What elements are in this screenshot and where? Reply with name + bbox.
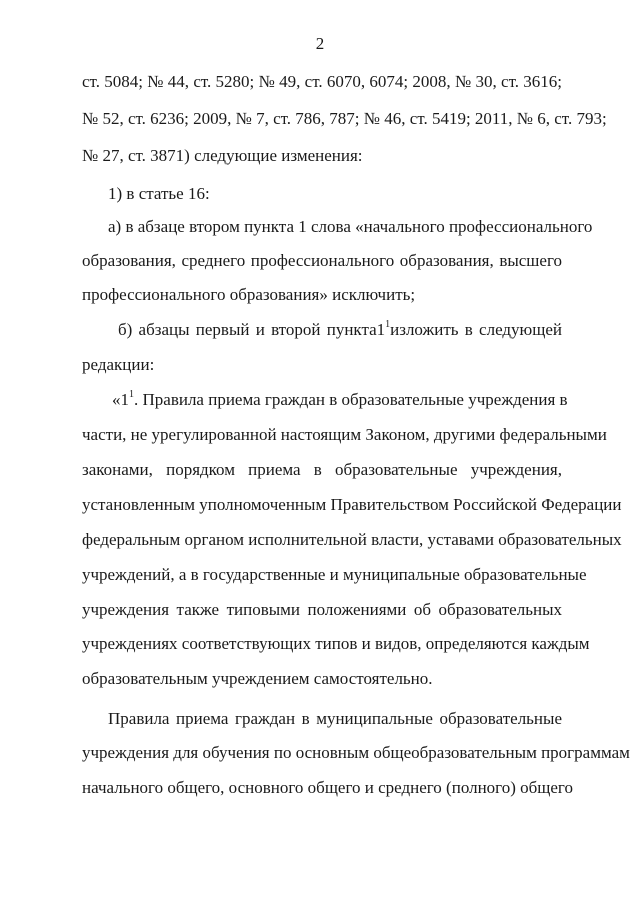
text-line bbox=[118, 320, 562, 343]
text-line: образования, среднего профессионального образования, высшего bbox=[82, 251, 562, 270]
text-line: образовательным учреждением самостоятельно. bbox=[82, 669, 433, 688]
text-line: а) в абзаце втором пункта 1 слова «начального профессионального bbox=[108, 217, 593, 236]
text-line: части, не урегулированной настоящим Законом, другими федеральными bbox=[82, 425, 607, 444]
text-line: начального общего, основного общего и среднего (полного) общего bbox=[82, 778, 573, 797]
text-segment: изложить в следующей bbox=[390, 320, 562, 339]
text-line: законами, порядком приема в образовательные учреждения, bbox=[82, 460, 562, 479]
text-line: № 27, ст. 3871) следующие изменения: bbox=[82, 146, 363, 165]
text-line: профессионального образования» исключить; bbox=[82, 285, 416, 304]
text-line: учреждения для обучения по основным общеобразовательным программам bbox=[82, 743, 630, 762]
text-line: учреждениях соответствующих типов и видов, определяются каждым bbox=[82, 634, 590, 653]
text-line bbox=[112, 389, 568, 413]
text-line: учреждения также типовыми положениями об образовательных bbox=[82, 600, 562, 619]
text-line: Правила приема граждан в муниципальные образовательные bbox=[108, 709, 562, 728]
text-line: федеральным органом исполнительной власти, уставами образовательных bbox=[82, 530, 622, 549]
page-number: 2 bbox=[315, 34, 325, 53]
text-line: № 52, ст. 6236; 2009, № 7, ст. 786, 787; № 46, ст. 5419; 2011, № 6, ст. 793; bbox=[82, 109, 607, 128]
superscript-one: 1 bbox=[129, 389, 134, 400]
text-line: ст. 5084; № 44, ст. 5280; № 49, ст. 6070, 6074; 2008, № 30, ст. 3616; bbox=[82, 72, 562, 91]
text-line: установленным уполномоченным Правительством Российской Федерации bbox=[82, 495, 622, 514]
text-segment: «$1^1$. Правила приема граждан в образовательные учреждения в bbox=[112, 389, 568, 409]
text-segment: б) абзацы первый и второй пункта bbox=[118, 320, 377, 339]
superscript-one: 1 bbox=[385, 319, 391, 330]
text-line: 1) в статье 16: bbox=[108, 184, 210, 203]
text-line: редакции: bbox=[82, 355, 155, 374]
text-line: учреждений, а в государственные и муниципальные образовательные bbox=[82, 565, 587, 584]
text-segment: $1^1$ bbox=[376, 319, 391, 339]
